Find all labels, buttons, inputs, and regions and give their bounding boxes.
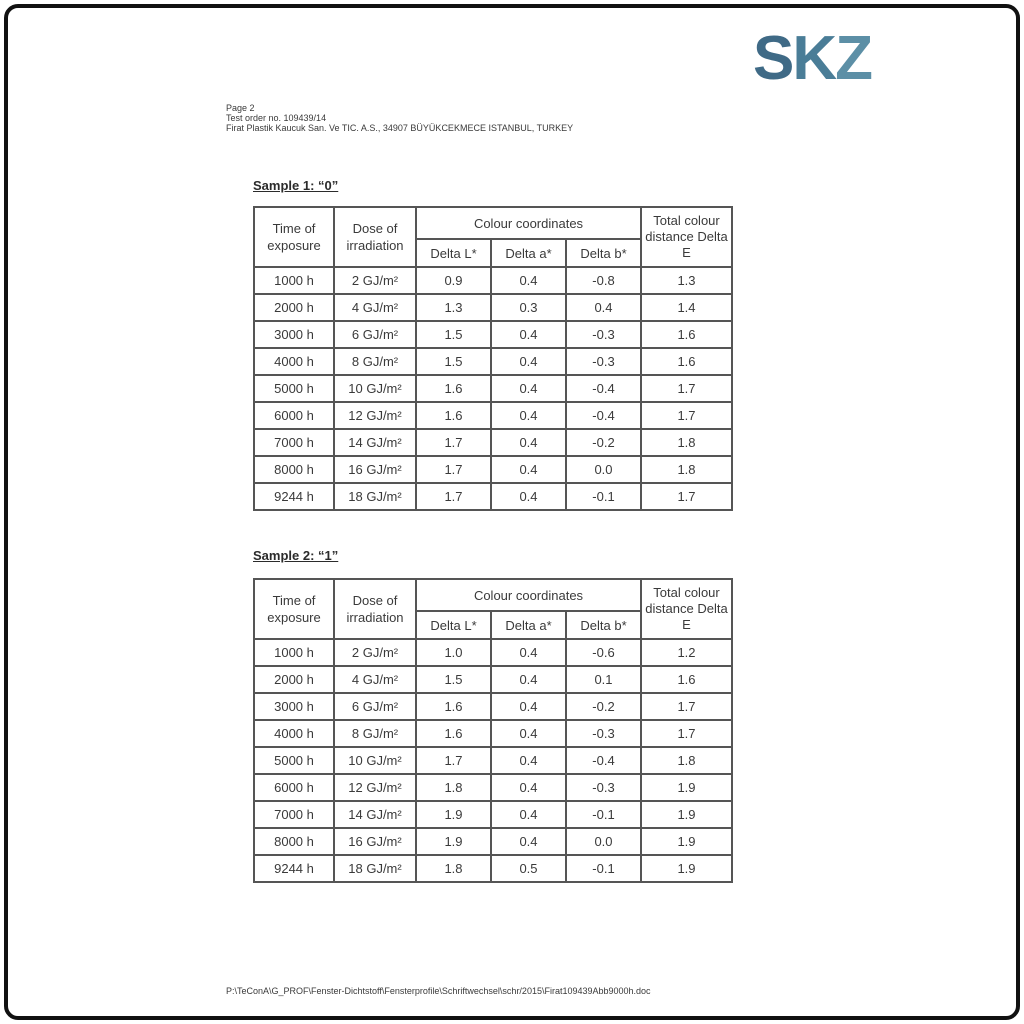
cell-delta-b: 0.1 xyxy=(566,666,641,693)
cell-dose: 18 GJ/m² xyxy=(334,483,416,510)
cell-delta-l: 1.5 xyxy=(416,348,491,375)
cell-delta-a: 0.4 xyxy=(491,693,566,720)
cell-time: 5000 h xyxy=(254,747,334,774)
cell-time: 6000 h xyxy=(254,402,334,429)
cell-delta-l: 1.7 xyxy=(416,429,491,456)
table-row xyxy=(254,483,732,510)
cell-time: 7000 h xyxy=(254,801,334,828)
cell-delta-l: 1.5 xyxy=(416,321,491,348)
cell-time: 9244 h xyxy=(254,483,334,510)
test-order-number: Test order no. 109439/14 xyxy=(226,113,327,123)
cell-delta-l: 1.6 xyxy=(416,693,491,720)
cell-delta-b: 0.4 xyxy=(566,294,641,321)
cell-time: 2000 h xyxy=(254,666,334,693)
cell-dose: 12 GJ/m² xyxy=(334,774,416,801)
cell-dose: 2 GJ/m² xyxy=(334,267,416,294)
cell-time: 8000 h xyxy=(254,456,334,483)
cell-delta-a: 0.4 xyxy=(491,348,566,375)
cell-delta-l: 1.9 xyxy=(416,801,491,828)
cell-delta-a: 0.4 xyxy=(491,666,566,693)
cell-delta-l: 1.7 xyxy=(416,483,491,510)
cell-delta-b: -0.4 xyxy=(566,402,641,429)
table-row xyxy=(254,321,732,348)
cell-delta-e: 1.8 xyxy=(641,456,732,483)
table-row xyxy=(254,639,732,666)
document-header xyxy=(226,103,573,133)
col-delta-b-header: Delta b* xyxy=(566,239,641,267)
cell-delta-a: 0.4 xyxy=(491,429,566,456)
cell-dose: 6 GJ/m² xyxy=(334,321,416,348)
cell-dose: 10 GJ/m² xyxy=(334,747,416,774)
cell-delta-e: 1.6 xyxy=(641,666,732,693)
cell-delta-b: -0.6 xyxy=(566,639,641,666)
cell-delta-b: -0.8 xyxy=(566,267,641,294)
cell-delta-b: -0.1 xyxy=(566,801,641,828)
table-row xyxy=(254,294,732,321)
cell-time: 6000 h xyxy=(254,774,334,801)
cell-delta-b: -0.2 xyxy=(566,429,641,456)
table-row xyxy=(254,666,732,693)
cell-delta-b: -0.3 xyxy=(566,348,641,375)
sample-1-title: Sample 1: “0” xyxy=(253,178,339,193)
cell-delta-a: 0.4 xyxy=(491,456,566,483)
cell-dose: 8 GJ/m² xyxy=(334,348,416,375)
cell-time: 3000 h xyxy=(254,693,334,720)
cell-dose: 8 GJ/m² xyxy=(334,720,416,747)
col-delta-l-header: Delta L* xyxy=(416,611,491,639)
cell-delta-a: 0.4 xyxy=(491,267,566,294)
cell-delta-a: 0.4 xyxy=(491,483,566,510)
cell-delta-e: 1.7 xyxy=(641,402,732,429)
col-total-header: Total colour distance Delta E xyxy=(641,207,732,267)
cell-delta-b: 0.0 xyxy=(566,828,641,855)
cell-dose: 12 GJ/m² xyxy=(334,402,416,429)
table-row xyxy=(254,693,732,720)
page-number: Page 2 xyxy=(226,103,255,113)
cell-delta-e: 1.7 xyxy=(641,375,732,402)
table-row xyxy=(254,429,732,456)
file-path-footer: P:\TeConA\G_PROF\Fenster-Dichtstoff\Fensterprofile\Schriftwechsel\schr/2015\Firat109439Abb9000h.doc xyxy=(226,986,651,996)
sample-1-table-body xyxy=(254,267,732,510)
cell-delta-e: 1.7 xyxy=(641,693,732,720)
cell-dose: 18 GJ/m² xyxy=(334,855,416,882)
table-row xyxy=(254,402,732,429)
cell-delta-e: 1.8 xyxy=(641,429,732,456)
cell-dose: 10 GJ/m² xyxy=(334,375,416,402)
table-row xyxy=(254,375,732,402)
cell-delta-e: 1.9 xyxy=(641,801,732,828)
cell-dose: 4 GJ/m² xyxy=(334,294,416,321)
cell-delta-l: 1.8 xyxy=(416,855,491,882)
cell-delta-a: 0.4 xyxy=(491,828,566,855)
col-dose-header: Dose of irradiation xyxy=(334,579,416,639)
cell-delta-a: 0.4 xyxy=(491,720,566,747)
col-delta-a-header: Delta a* xyxy=(491,239,566,267)
cell-delta-a: 0.4 xyxy=(491,801,566,828)
col-delta-a-header: Delta a* xyxy=(491,611,566,639)
cell-dose: 16 GJ/m² xyxy=(334,828,416,855)
cell-dose: 14 GJ/m² xyxy=(334,801,416,828)
cell-delta-l: 1.5 xyxy=(416,666,491,693)
cell-time: 8000 h xyxy=(254,828,334,855)
cell-delta-a: 0.4 xyxy=(491,774,566,801)
col-time-header: Time of exposure xyxy=(254,207,334,267)
cell-delta-a: 0.4 xyxy=(491,639,566,666)
cell-delta-e: 1.6 xyxy=(641,348,732,375)
cell-time: 9244 h xyxy=(254,855,334,882)
cell-delta-a: 0.4 xyxy=(491,375,566,402)
col-total-header: Total colour distance Delta E xyxy=(641,579,732,639)
cell-delta-b: 0.0 xyxy=(566,456,641,483)
cell-delta-l: 1.9 xyxy=(416,828,491,855)
cell-time: 7000 h xyxy=(254,429,334,456)
cell-time: 1000 h xyxy=(254,267,334,294)
cell-dose: 6 GJ/m² xyxy=(334,693,416,720)
cell-delta-l: 1.7 xyxy=(416,456,491,483)
cell-dose: 4 GJ/m² xyxy=(334,666,416,693)
cell-delta-b: -0.2 xyxy=(566,693,641,720)
cell-delta-l: 1.3 xyxy=(416,294,491,321)
col-delta-l-header: Delta L* xyxy=(416,239,491,267)
col-dose-header: Dose of irradiation xyxy=(334,207,416,267)
table-row xyxy=(254,747,732,774)
cell-delta-a: 0.5 xyxy=(491,855,566,882)
cell-dose: 16 GJ/m² xyxy=(334,456,416,483)
sample-2-table-body xyxy=(254,639,732,882)
cell-delta-e: 1.6 xyxy=(641,321,732,348)
cell-delta-b: -0.3 xyxy=(566,720,641,747)
col-colour-coordinates-header: Colour coordinates xyxy=(416,579,641,611)
cell-delta-l: 1.7 xyxy=(416,747,491,774)
company-address: Firat Plastik Kaucuk San. Ve TIC. A.S., 34907 BÜYÜKCEKMECE ISTANBUL, TURKEY xyxy=(226,123,574,133)
cell-delta-b: -0.4 xyxy=(566,747,641,774)
col-delta-b-header: Delta b* xyxy=(566,611,641,639)
cell-time: 2000 h xyxy=(254,294,334,321)
cell-delta-l: 1.8 xyxy=(416,774,491,801)
cell-delta-a: 0.4 xyxy=(491,402,566,429)
cell-delta-e: 1.9 xyxy=(641,774,732,801)
cell-dose: 2 GJ/m² xyxy=(334,639,416,666)
table-row xyxy=(254,774,732,801)
cell-delta-a: 0.4 xyxy=(491,321,566,348)
document-frame xyxy=(4,4,1020,1020)
col-colour-coordinates-header: Colour coordinates xyxy=(416,207,641,239)
cell-delta-e: 1.3 xyxy=(641,267,732,294)
cell-delta-e: 1.7 xyxy=(641,720,732,747)
cell-delta-b: -0.3 xyxy=(566,774,641,801)
table-row xyxy=(254,801,732,828)
cell-delta-a: 0.3 xyxy=(491,294,566,321)
sample-2-title: Sample 2: “1” xyxy=(253,548,339,563)
table-row xyxy=(254,855,732,882)
cell-delta-l: 1.6 xyxy=(416,375,491,402)
cell-time: 4000 h xyxy=(254,720,334,747)
cell-delta-b: -0.4 xyxy=(566,375,641,402)
cell-time: 4000 h xyxy=(254,348,334,375)
cell-delta-b: -0.1 xyxy=(566,855,641,882)
table-row xyxy=(254,720,732,747)
cell-delta-l: 1.0 xyxy=(416,639,491,666)
cell-time: 5000 h xyxy=(254,375,334,402)
cell-delta-e: 1.9 xyxy=(641,828,732,855)
cell-delta-b: -0.3 xyxy=(566,321,641,348)
cell-delta-e: 1.9 xyxy=(641,855,732,882)
table-row xyxy=(254,456,732,483)
cell-delta-e: 1.4 xyxy=(641,294,732,321)
cell-delta-a: 0.4 xyxy=(491,747,566,774)
table-row xyxy=(254,828,732,855)
cell-delta-e: 1.2 xyxy=(641,639,732,666)
cell-delta-b: -0.1 xyxy=(566,483,641,510)
sample-1-table xyxy=(253,206,733,511)
cell-dose: 14 GJ/m² xyxy=(334,429,416,456)
cell-time: 1000 h xyxy=(254,639,334,666)
skz-logo: SKZ xyxy=(753,24,872,93)
col-time-header: Time of exposure xyxy=(254,579,334,639)
sample-2-table xyxy=(253,578,733,883)
cell-delta-l: 1.6 xyxy=(416,720,491,747)
table-row xyxy=(254,348,732,375)
table-row xyxy=(254,267,732,294)
cell-time: 3000 h xyxy=(254,321,334,348)
cell-delta-l: 0.9 xyxy=(416,267,491,294)
cell-delta-e: 1.8 xyxy=(641,747,732,774)
cell-delta-l: 1.6 xyxy=(416,402,491,429)
cell-delta-e: 1.7 xyxy=(641,483,732,510)
